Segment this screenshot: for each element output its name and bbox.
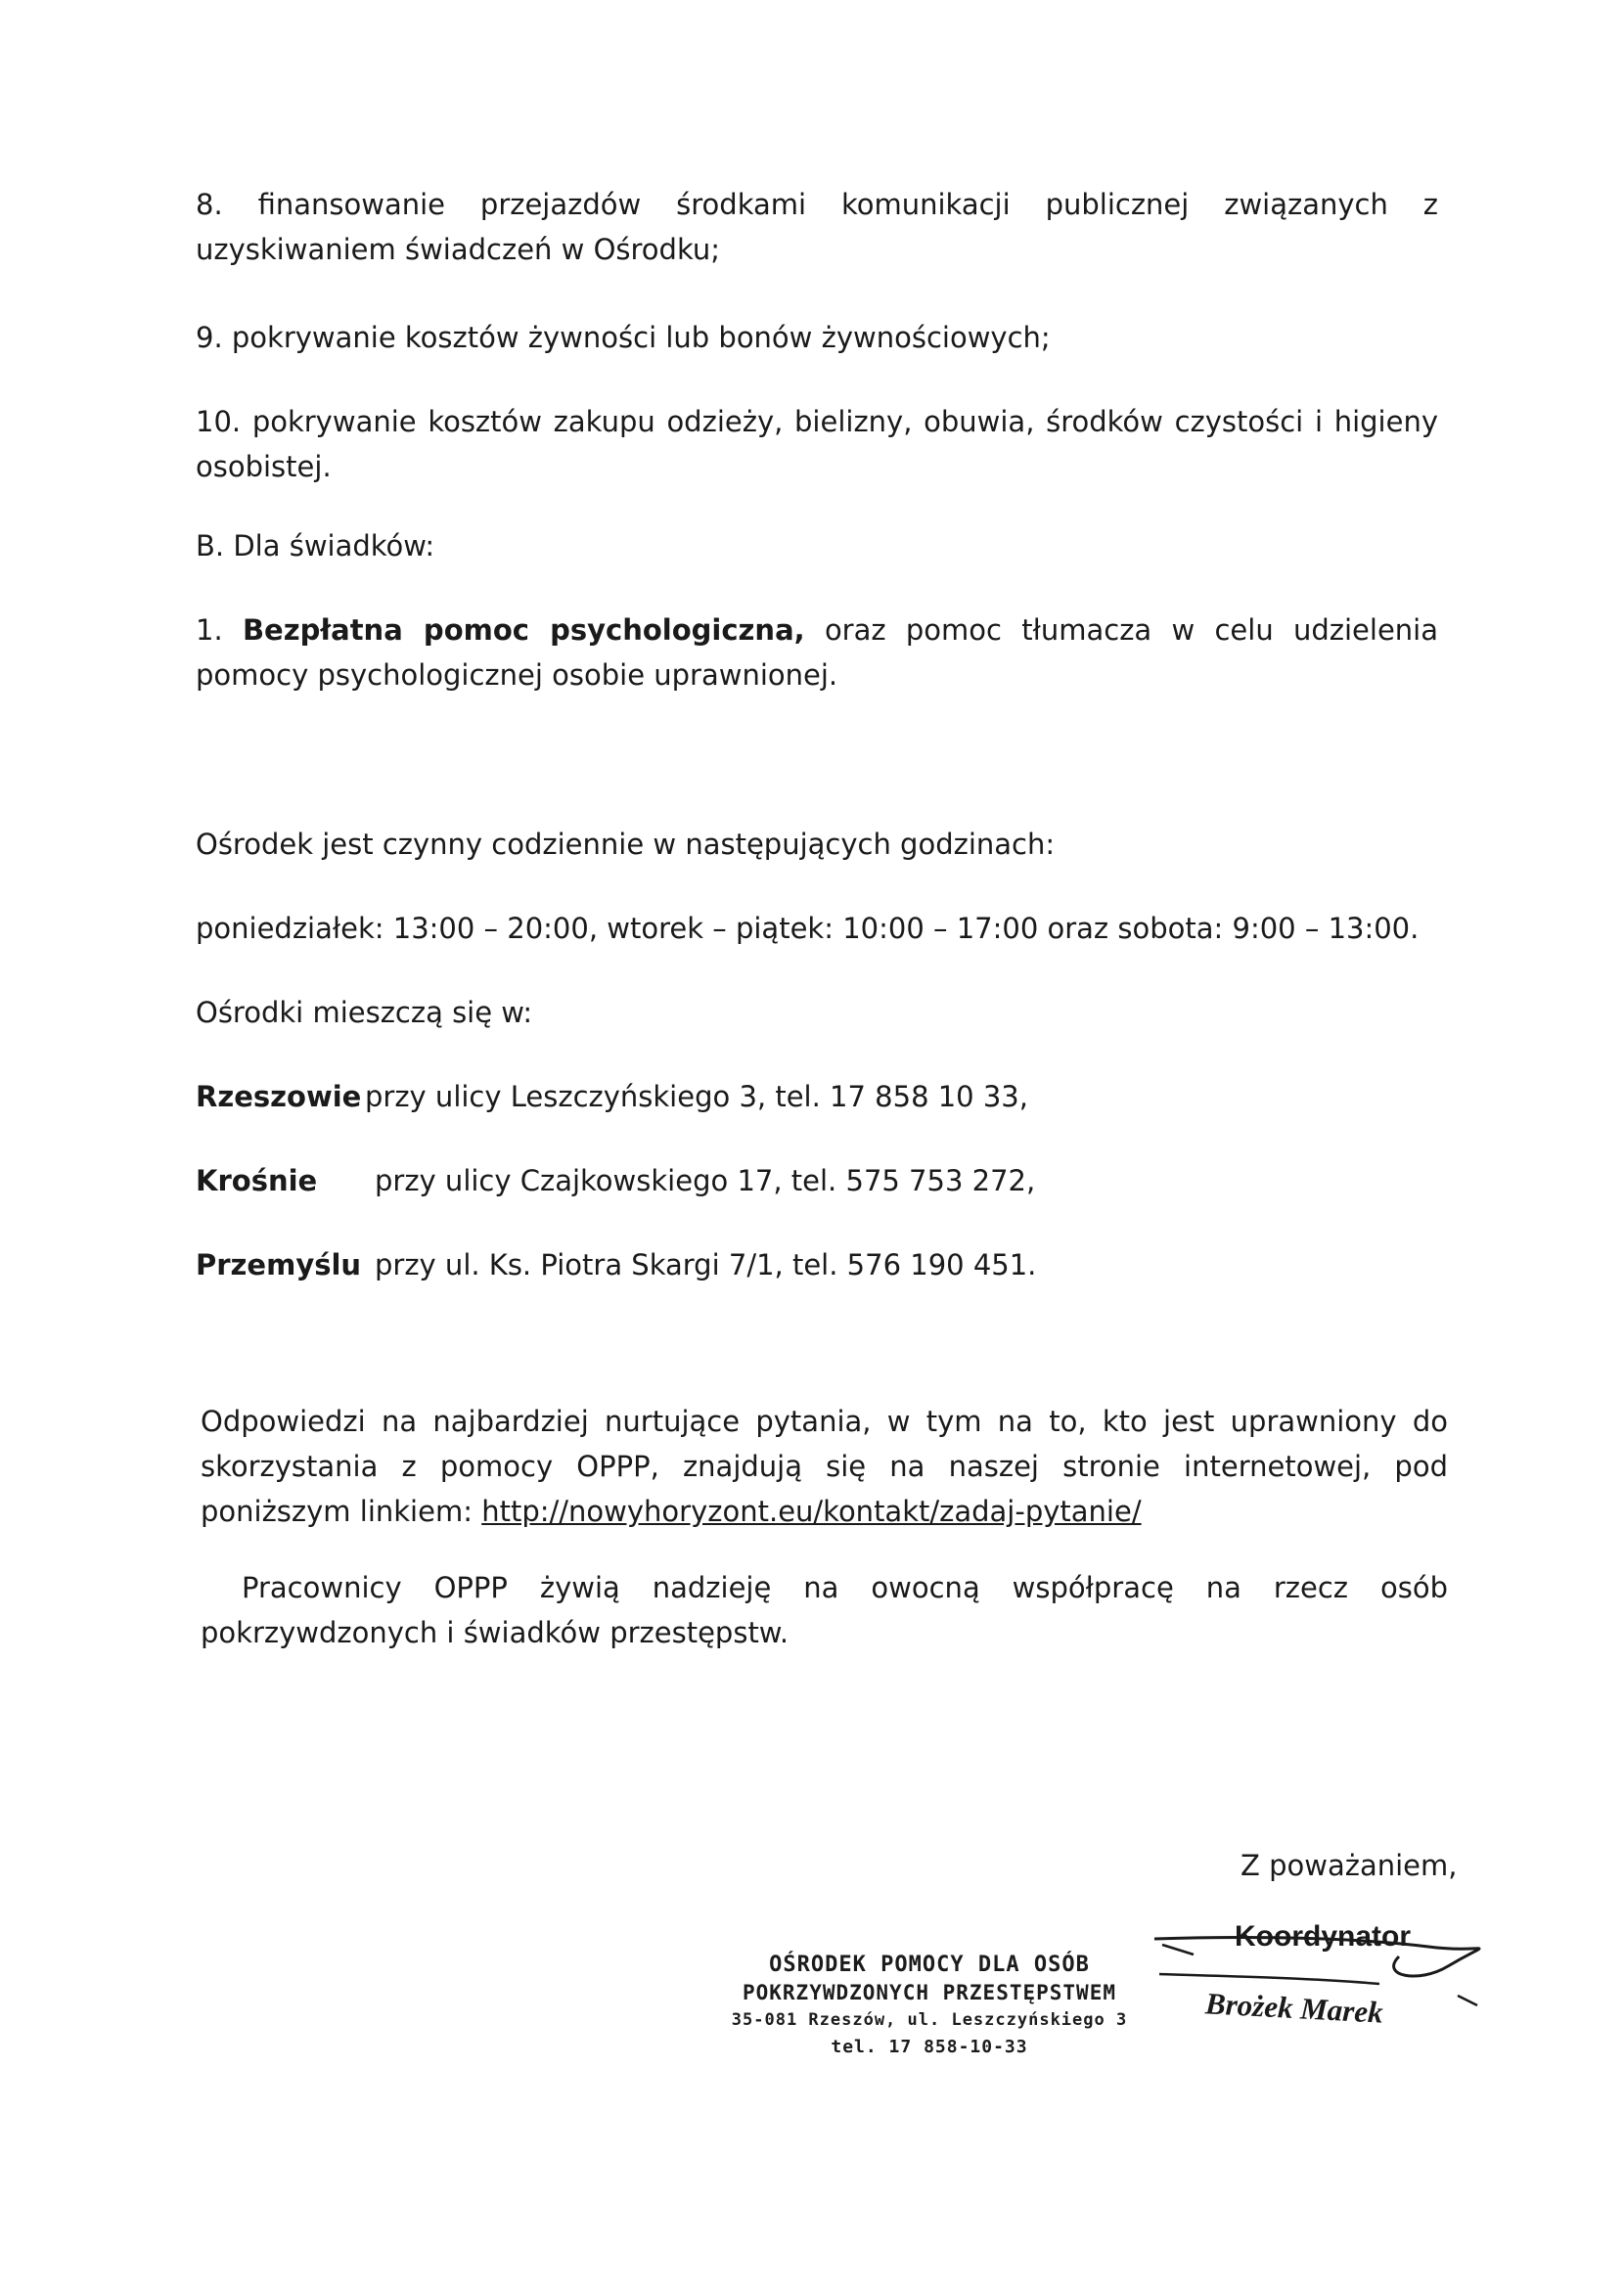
office-przemysl — [0, 1242, 1624, 1287]
list-item-10: 10. pokrywanie kosztów zakupu odzieży, bielizny, obuwia, środków czystości i higieny osobistej. — [196, 405, 1438, 483]
office-city: Rzeszowie — [196, 1080, 362, 1113]
office-krosno — [0, 1158, 1624, 1203]
faq-paragraph — [201, 1399, 1448, 1534]
stamp-line: POKRZYWDZONYCH PRZESTĘPSTWEM — [742, 1981, 1116, 2004]
section-b-heading: B. Dla świadków: — [196, 529, 435, 562]
stamp-line: OŚRODEK POMOCY DLA OSÓB — [769, 1953, 1090, 1977]
signature-name: Brożek Marek — [1204, 1986, 1384, 2030]
list-item-8: 8. finansowanie przejazdów środkami komunikacji publicznej związanych z uzyskiwaniem świadczeń w Ośrodku; — [196, 188, 1438, 266]
faq-text: Odpowiedzi na najbardziej nurtujące pytania, w tym na to, kto jest uprawniony do skorzystania z pomocy OPPP, znajdują się na naszej stronie internetowej, pod poniższym linkiem: — [201, 1405, 1448, 1528]
witness-item-1 — [196, 607, 1438, 697]
locations-intro: Ośrodki mieszczą się w: — [196, 996, 533, 1029]
institution-stamp — [724, 1952, 1135, 2061]
office-city: Przemyślu — [196, 1248, 362, 1281]
office-address: przy ulicy Czajkowskiego 17, tel. 575 753 272, — [375, 1164, 1036, 1197]
witness-item-bold: Bezpłatna pomoc psychologiczna, — [242, 613, 805, 647]
hours-schedule: poniedziałek: 13:00 – 20:00, wtorek – piątek: 10:00 – 17:00 oraz sobota: 9:00 – 13:00. — [196, 912, 1420, 945]
stamp-line: 35-081 Rzeszów, ul. Leszczyńskiego 3 — [731, 2010, 1128, 2030]
hours-intro: Ośrodek jest czynny codziennie w następujących godzinach: — [196, 828, 1056, 861]
closing-paragraph: Pracownicy OPPP żywią nadzieję na owocną współpracę na rzecz osób pokrzywdzonych i świadków przestępstw. — [201, 1571, 1448, 1649]
office-address: przy ulicy Leszczyńskiego 3, tel. 17 858 10 33, — [365, 1080, 1028, 1113]
list-item-9: 9. pokrywanie kosztów żywności lub bonów żywnościowych; — [196, 321, 1051, 354]
signature-title: Koordynator — [1235, 1920, 1411, 1953]
stamp-line: tel. 17 858-10-33 — [831, 2037, 1028, 2057]
closing-salutation: Z poważaniem, — [1241, 1849, 1458, 1882]
witness-item-text: oraz pomoc tłumacza w celu udzielenia pomocy psychologicznej osobie uprawnionej. — [196, 613, 1438, 692]
faq-link[interactable]: http://nowyhoryzont.eu/kontakt/zadaj-pytanie/ — [481, 1495, 1142, 1528]
office-rzeszow — [0, 1074, 1624, 1119]
office-address: przy ul. Ks. Piotra Skargi 7/1, tel. 576 190 451. — [375, 1248, 1037, 1281]
office-city: Krośnie — [196, 1164, 318, 1197]
witness-item-number: 1. — [196, 613, 223, 647]
